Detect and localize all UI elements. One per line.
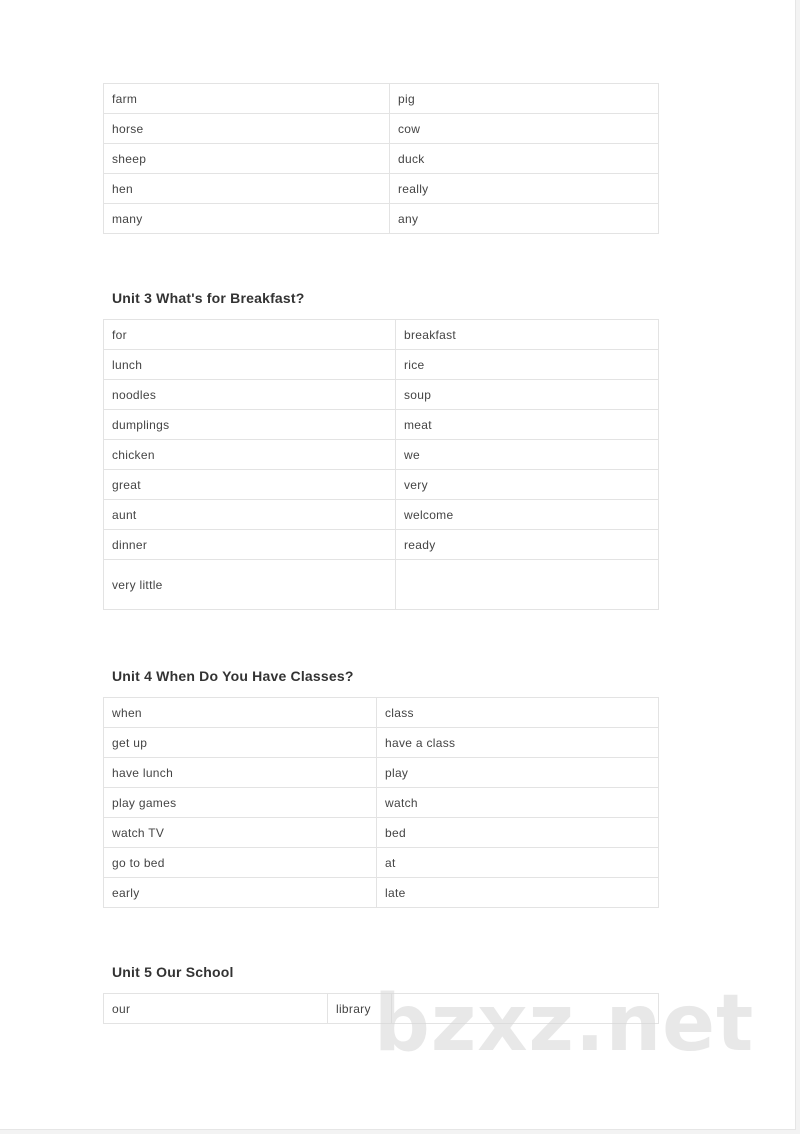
table-row: [104, 114, 659, 144]
vocab-word: meat: [396, 410, 659, 440]
vocab-word: play: [377, 758, 659, 788]
unit5-vocab-table: [103, 993, 659, 1024]
table-row: [104, 204, 659, 234]
vocab-word: library: [328, 994, 392, 1024]
vocab-word: soup: [396, 380, 659, 410]
vocab-word: class: [377, 698, 659, 728]
vocab-word: great: [104, 470, 396, 500]
table-row: [104, 848, 659, 878]
vocab-word: breakfast: [396, 320, 659, 350]
vocab-word: horse: [104, 114, 390, 144]
vocab-word: watch: [377, 788, 659, 818]
site-watermark: bzxz.net: [374, 979, 755, 1069]
vocab-word: very little: [104, 560, 396, 610]
vocab-word: our: [104, 994, 328, 1024]
table-row: [104, 174, 659, 204]
vocab-word: get up: [104, 728, 377, 758]
table-row: [104, 878, 659, 908]
vocab-word: farm: [104, 84, 390, 114]
vocab-word: cow: [390, 114, 659, 144]
vocab-word: hen: [104, 174, 390, 204]
table-row: [104, 470, 659, 500]
unit3-vocab-table: [103, 319, 659, 610]
unit3-heading: Unit 3 What's for Breakfast?: [112, 290, 305, 306]
vocab-word: ready: [396, 530, 659, 560]
table-row: [104, 320, 659, 350]
vocab-word: sheep: [104, 144, 390, 174]
vocab-word: late: [377, 878, 659, 908]
vocab-word: aunt: [104, 500, 396, 530]
vocab-word: really: [390, 174, 659, 204]
vocab-word: lunch: [104, 350, 396, 380]
vocab-word: any: [390, 204, 659, 234]
vocab-word: go to bed: [104, 848, 377, 878]
vocab-word: play games: [104, 788, 377, 818]
vocab-word: pig: [390, 84, 659, 114]
table-row: [104, 350, 659, 380]
vocab-word: duck: [390, 144, 659, 174]
table-row: [104, 560, 659, 610]
unit4-vocab-table: [103, 697, 659, 908]
vocab-word: noodles: [104, 380, 396, 410]
table-row: [104, 758, 659, 788]
table-row: [104, 698, 659, 728]
vocab-word: very: [396, 470, 659, 500]
table-row: [104, 788, 659, 818]
vocab-word: dumplings: [104, 410, 396, 440]
table-row: [104, 410, 659, 440]
table-row: [104, 440, 659, 470]
vocab-word: [396, 560, 659, 610]
table-row: [104, 728, 659, 758]
table-row: [104, 144, 659, 174]
vocab-word: we: [396, 440, 659, 470]
unit5-heading: Unit 5 Our School: [112, 964, 234, 980]
vocab-word: many: [104, 204, 390, 234]
vocab-word: have a class: [377, 728, 659, 758]
vocab-word: at: [377, 848, 659, 878]
table-row: [104, 380, 659, 410]
table-row: [104, 500, 659, 530]
vocab-word: have lunch: [104, 758, 377, 788]
vocab-word: welcome: [396, 500, 659, 530]
vocab-word: dinner: [104, 530, 396, 560]
vocab-word: when: [104, 698, 377, 728]
table-row: [104, 994, 659, 1024]
vocab-word: bed: [377, 818, 659, 848]
table-row: [104, 84, 659, 114]
vocab-word: for: [104, 320, 396, 350]
vocab-word: watch TV: [104, 818, 377, 848]
vocab-word: [392, 994, 659, 1024]
vocab-word: rice: [396, 350, 659, 380]
vocab-word: early: [104, 878, 377, 908]
table-row: [104, 818, 659, 848]
unit2-vocab-table: [103, 83, 659, 234]
unit4-heading: Unit 4 When Do You Have Classes?: [112, 668, 354, 684]
table-row: [104, 530, 659, 560]
vocab-word: chicken: [104, 440, 396, 470]
